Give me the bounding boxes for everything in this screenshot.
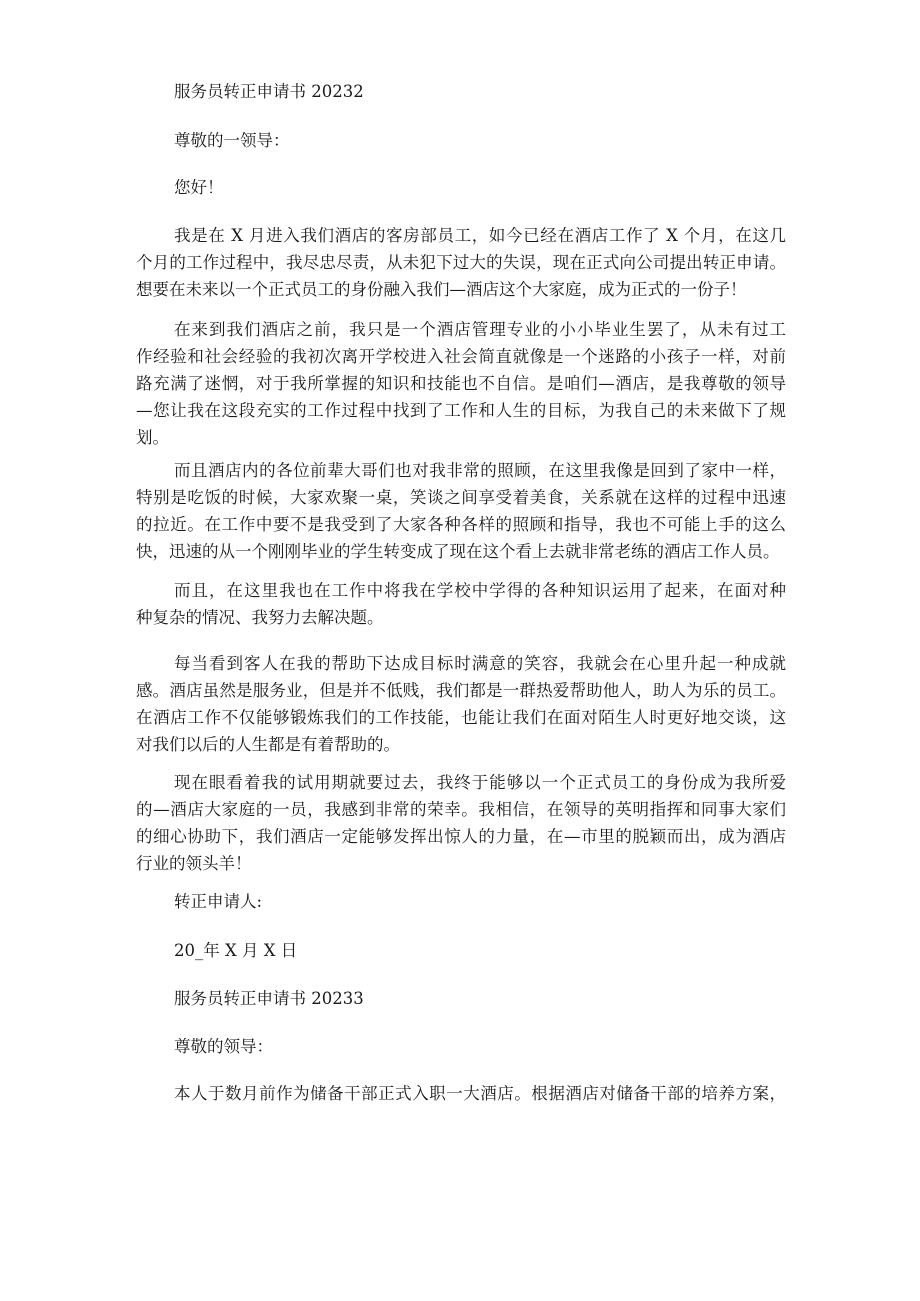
section-1-salutation: 尊敬的一领导： (174, 131, 290, 150)
section-1-paragraph-6 (136, 769, 786, 877)
text-line: 的细心协助下，我们酒店一定能够发挥出惊人的力量，在—市里的脱颖而出，成为酒店 (136, 827, 786, 846)
text-line: 感。酒店虽然是服务业，但是并不低贱，我们都是一群热爱帮助他人，助人为乐的员工。 (136, 681, 786, 700)
text-line: 快，迅速的从一个刚刚毕业的学生转变成了现在这个看上去就非常老练的酒店工作人员。 (136, 542, 780, 561)
section-1-paragraph-2 (136, 316, 786, 451)
text-line: 的—酒店大家庭的一员，我感到非常的荣幸。我相信，在领导的英明指挥和同事大家们 (136, 800, 786, 819)
section-2-paragraph-1 (136, 1080, 786, 1107)
signature-date: 20_年 X 月 X 日 (174, 941, 298, 960)
text-line: 种复杂的情况、我努力去解决题。 (136, 608, 384, 627)
section-2-title: 服务员转正申请书 20233 (174, 989, 364, 1008)
text-line: 行业的领头羊！ (136, 854, 252, 873)
text-line: 而且，在这里我也在工作中将我在学校中学得的各种知识运用了起来，在面对种 (174, 581, 786, 600)
section-1-paragraph-3 (136, 457, 786, 565)
text-line: 的拉近。在工作中要不是我受到了大家各种各样的照顾和指导，我也不可能上手的这么 (136, 515, 786, 534)
text-line: 对我们以后的人生都是有着帮助的。 (136, 735, 400, 754)
text-line: 划。 (136, 428, 169, 447)
section-2-salutation: 尊敬的领导： (174, 1037, 273, 1056)
section-1-paragraph-5 (136, 650, 786, 758)
text-line: 想要在未来以一个正式员工的身份融入我们—酒店这个大家庭，成为正式的一份子！ (136, 280, 747, 299)
text-line: 路充满了迷惘，对于我所掌握的知识和技能也不自信。是咱们—酒店，是我尊敬的领导 (136, 374, 786, 393)
text-line: 在酒店工作不仅能够锻炼我们的工作技能，也能让我们在面对陌生人时更好地交谈，这 (136, 708, 786, 727)
section-1-title: 服务员转正申请书 20232 (174, 82, 364, 101)
text-line: 现在眼看着我的试用期就要过去，我终于能够以一个正式员工的身份成为我所爱 (174, 773, 786, 792)
text-line: 每当看到客人在我的帮助下达成目标时满意的笑容，我就会在心里升起一种成就 (174, 654, 786, 673)
text-line: 个月的工作过程中，我尽忠尽责，从未犯下过大的失误，现在正式向公司提出转正申请。 (136, 253, 786, 272)
text-line: 而且酒店内的各位前辈大哥们也对我非常的照顾，在这里我像是回到了家中一样， (174, 461, 786, 480)
section-1-paragraph-1 (136, 222, 786, 303)
text-line: —您让我在这段充实的工作过程中找到了工作和人生的目标，为我自己的未来做下了规 (136, 401, 786, 420)
text-line: 本人于数月前作为储备干部正式入职一大酒店。根据酒店对储备干部的培养方案， (174, 1084, 786, 1103)
section-1-paragraph-4 (136, 577, 786, 631)
text-line: 作经验和社会经验的我初次离开学校进入社会简直就像是一个迷路的小孩子一样，对前 (136, 347, 786, 366)
text-line: 我是在 X 月进入我们酒店的客房部员工，如今已经在酒店工作了 X 个月，在这几 (174, 226, 786, 245)
text-line: 在来到我们酒店之前，我只是一个酒店管理专业的小小毕业生罢了，从未有过工 (174, 320, 786, 339)
section-1-greeting: 您好！ (174, 178, 224, 197)
text-line: 特别是吃饭的时候，大家欢聚一桌，笑谈之间享受着美食，关系就在这样的过程中迅速 (136, 488, 786, 507)
signature-label: 转正申请人: (174, 892, 263, 911)
